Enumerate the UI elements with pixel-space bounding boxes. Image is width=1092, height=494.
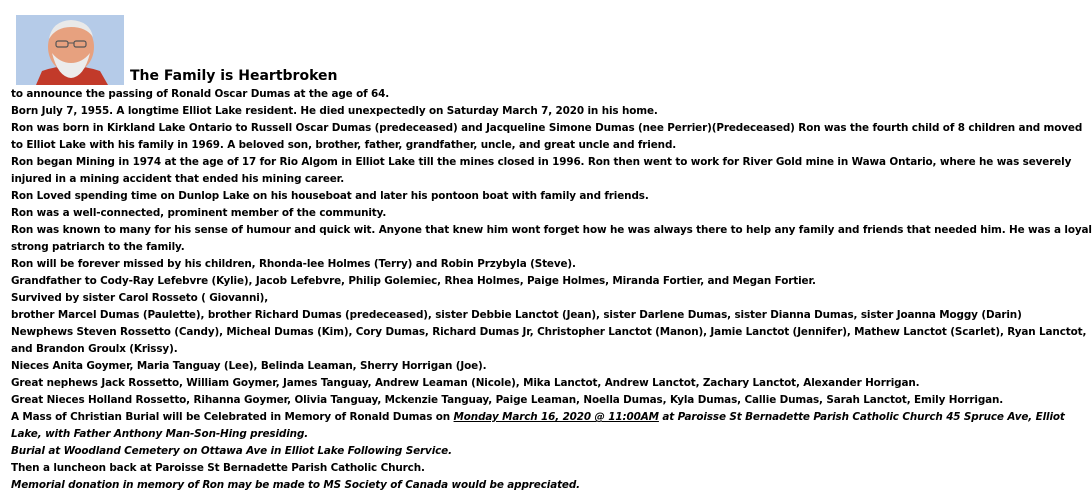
- text-line: to Elliot Lake with his family in 1969. A beloved son, brother, father, grandfather, uncle, and great uncle and friend.: [11, 139, 677, 151]
- text-line: Grandfather to Cody-Ray Lefebvre (Kylie), Jacob Lefebvre, Philip Golemiec, Rhea Holmes, Paige Holmes, Miranda Fortier, and Megan Fortier.: [11, 275, 816, 287]
- text-line: Ron was a well-connected, prominent member of the community.: [11, 207, 387, 219]
- obituary-body: [11, 86, 1092, 494]
- portrait-photo-icon: [16, 15, 124, 85]
- text-line: to announce the passing of Ronald Oscar Dumas at the age of 64.: [11, 88, 390, 100]
- text-line: Lake, with Father Anthony Man-Son-Hing presiding.: [11, 428, 309, 440]
- text-line: Then a luncheon back at Paroisse St Bernadette Parish Catholic Church.: [11, 462, 425, 474]
- text-line: Born July 7, 1955. A longtime Elliot Lake resident. He died unexpectedly on Saturday March 7, 2020 in his home.: [11, 105, 658, 117]
- text-line: Newphews Steven Rossetto (Candy), Micheal Dumas (Kim), Cory Dumas, Richard Dumas Jr, Christopher Lanctot (Manon), Jamie Lanctot (Jennifer), Mathew Lanctot (Scarlet), Ryan Lanctot,: [11, 326, 1087, 338]
- text-line: brother Marcel Dumas (Paulette), brother Richard Dumas (predeceased), sister Debbie Lanctot (Jean), sister Darlene Dumas, sister Dianna Dumas, sister Joanna Moggy (Darin): [11, 309, 1022, 321]
- text-line: strong patriarch to the family.: [11, 241, 185, 253]
- text-line: and Brandon Groulx (Krissy).: [11, 343, 178, 355]
- mass-line: [11, 409, 1065, 426]
- text-line: injured in a mining accident that ended his mining career.: [11, 173, 345, 185]
- text-line: Ron was born in Kirkland Lake Ontario to Russell Oscar Dumas (predeceased) and Jacqueline Simone Dumas (nee Perrier)(Predeceased) Ron was the fourth child of 8 children and moved: [11, 122, 1083, 134]
- text-line: Great nephews Jack Rossetto, William Goymer, James Tanguay, Andrew Leaman (Nicole), Mika Lanctot, Andrew Lanctot, Zachary Lanctot, Alexander Horrigan.: [11, 377, 920, 389]
- text-line: Nieces Anita Goymer, Maria Tanguay (Lee), Belinda Leaman, Sherry Horrigan (Joe).: [11, 360, 487, 372]
- text-line: Ron Loved spending time on Dunlop Lake on his houseboat and later his pontoon boat with family and friends.: [11, 190, 649, 202]
- text-line: Burial at Woodland Cemetery on Ottawa Ave in Elliot Lake Following Service.: [11, 445, 452, 457]
- text-line: Memorial donation in memory of Ron may be made to MS Society of Canada would be appreciated.: [11, 479, 580, 491]
- text-line: Ron will be forever missed by his children, Rhonda-lee Holmes (Terry) and Robin Przybyla (Steve).: [11, 258, 576, 270]
- mass-date: Monday March 16, 2020 @ 11:00AM: [453, 411, 659, 423]
- portrait-photo: [16, 15, 124, 85]
- headline: The Family is Heartbroken: [130, 68, 338, 84]
- mass-location: at Paroisse St Bernadette Parish Catholic Church 45 Spruce Ave, Elliot: [658, 411, 1065, 423]
- mass-text: A Mass of Christian Burial will be Celebrated in Memory of Ronald Dumas on: [11, 411, 454, 423]
- text-line: Great Nieces Holland Rossetto, Rihanna Goymer, Olivia Tanguay, Mckenzie Tanguay, Paige Leaman, Noella Dumas, Kyla Dumas, Callie Dumas, Sarah Lanctot, Emily Horrigan.: [11, 394, 1004, 406]
- text-line: Ron was known to many for his sense of humour and quick wit. Anyone that knew him wont forget how he was always there to help any family and friends that needed him. He was a loyal: [11, 224, 1092, 236]
- text-line: Survived by sister Carol Rosseto ( Giovanni),: [11, 292, 269, 304]
- text-line: Ron began Mining in 1974 at the age of 17 for Rio Algom in Elliot Lake till the mines closed in 1996. Ron then went to work for River Gold mine in Wawa Ontario, where he was severely: [11, 156, 1072, 168]
